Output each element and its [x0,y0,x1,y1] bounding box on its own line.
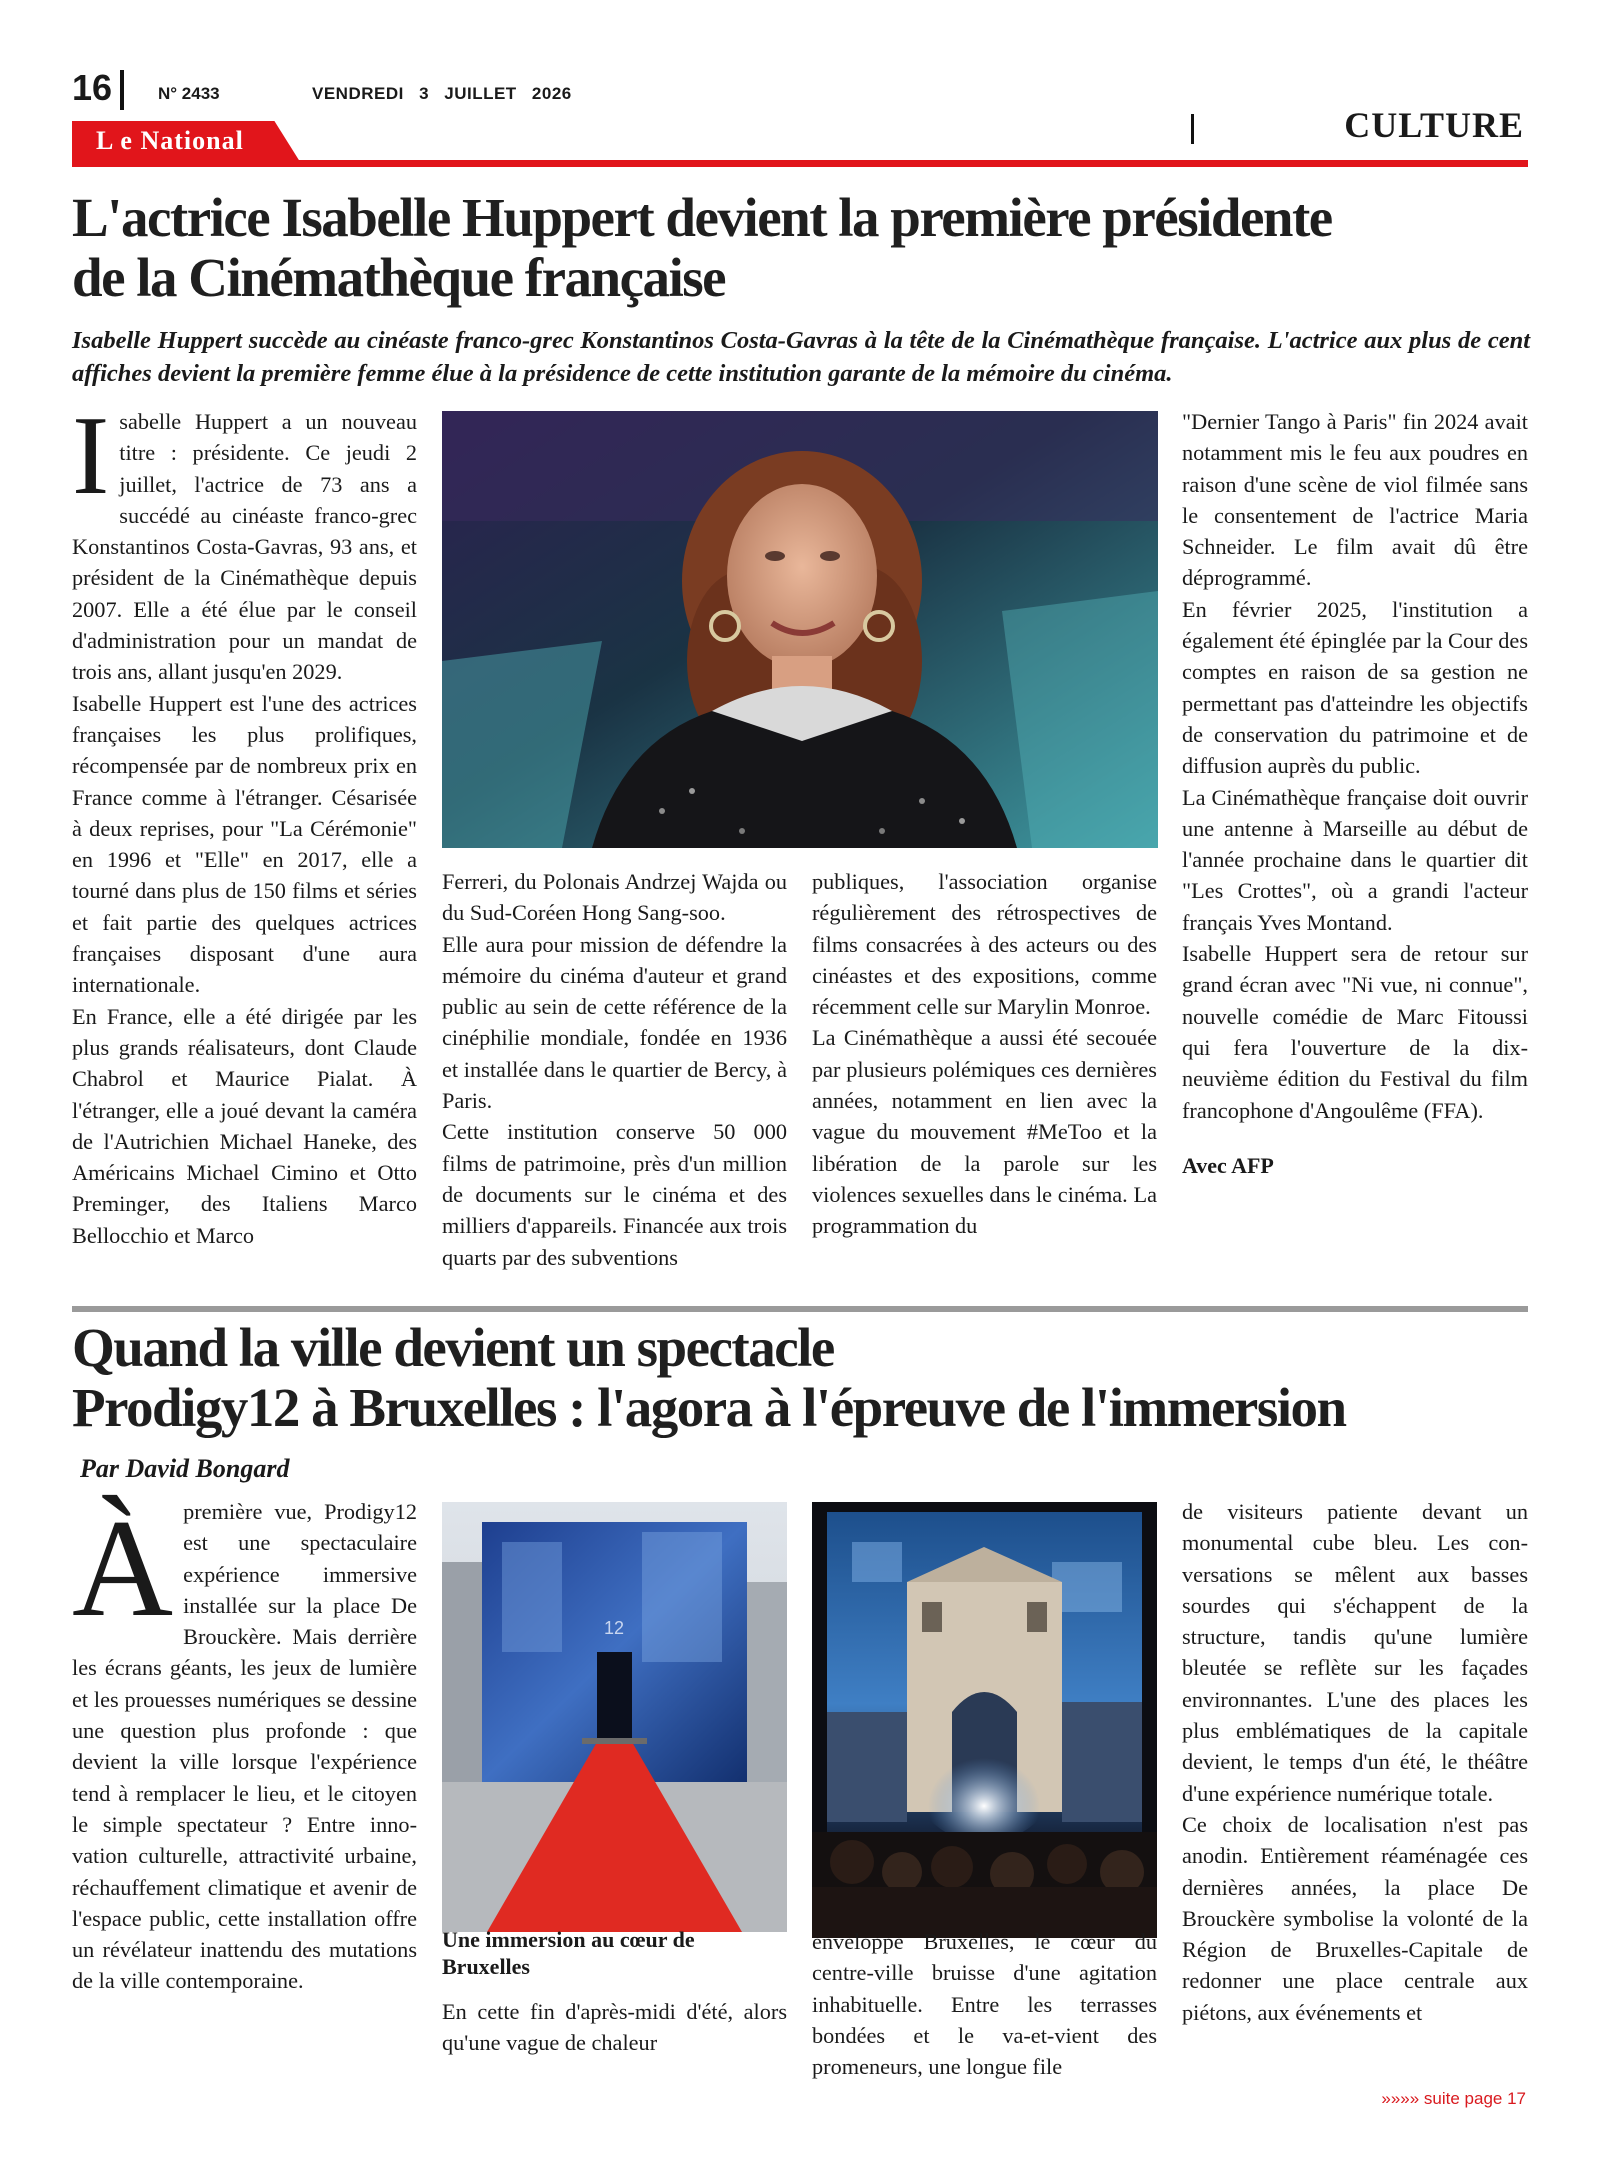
cube-sign: 12 [603,1618,625,1638]
header-rule [72,160,1528,167]
article2-paragraph: de visiteurs patiente devant un monumental cube bleu. Les conversations se mêlent aux basses sourdes qui s'échappent de la structure, tandis qu'une lumière bleutée se reflète sur les façades environnantes. L'une des places les plus emblématiques de la capitale devient, le temps d'un été, le théâtre d'une expérience numérique totale. [1182,1499,1528,1806]
article-separator [72,1306,1528,1312]
article2-column-1 [72,1491,417,1997]
article2-column-3 [812,1926,1157,2082]
projection-show-photo [812,1502,1157,1938]
issue-date: VENDREDI 3 JUILLET 2026 [312,84,572,103]
article1-paragraph: Cette institution conserve 50 000 films de patrimoine, près d'un million de documents sur le cinéma et des milliers d'appareils. Financée aux trois quarts par des subventions [442,1119,787,1270]
article1-paragraph: sabelle Huppert a un nouveau titre : présidente. Ce jeudi 2 juillet, l'actrice de 73 ans a succédé au cinéaste franco-grec Konstantinos Costa-Gavras, 93 ans, et président de la Cinémathèque depuis 2007. Elle a été élue par le conseil d'administration pour un mandat de trois ans, allant jusqu'en 2029. [72,409,417,685]
article1-headline-line1: L'actrice Isabelle Huppert devient la première présidente [72,187,1332,248]
article1-column-3 [812,866,1157,1242]
article2-byline: Par David Bongard [80,1454,290,1483]
article2-column-2 [442,1996,787,2059]
page-number-divider [120,70,124,110]
article1-paragraph: Elle aura pour mission de défendre la mémoire du cinéma d'auteur et grand public au sein de cette référence de la cinéphilie mondiale, fondée en 1936 et installée dans le quartier de Bercy, à Paris. [442,931,787,1114]
blue-cube-photo [442,1502,787,1932]
article2-dropcap: À [72,1491,174,1646]
article2-column-4 [1182,1496,1528,2028]
article1-paragraph: En France, elle a été dirigée par les plus grands réalisateurs, dont Claude Chabrol et Maurice Pialat. À l'étranger, elle a joué devant la caméra de l'Autrichien Michael Haneke, des Américains Michael Cimino et Otto Preminger, des Italiens Marco Bellocchio et Marco [72,1003,417,1248]
article1-paragraph: "Dernier Tango à Paris" fin 2024 avait notamment mis le feu aux poudres en raison d'une scène de viol filmée sans le consentement de l'actrice Maria Schneider. Le film avait dû être déprogrammé. [1182,409,1528,591]
article1-paragraph: La Cinémathèque a aussi été secouée par plusieurs polémiques ces dernières années, notamment en lien avec la vague du mouvement #MeToo et la libération de la parole sur les violences sexuelles dans le cinéma. La programmation du [812,1025,1157,1239]
section-title: CULTURE [1344,105,1524,145]
continued-page-link[interactable]: »»»» suite page 17 [1381,2089,1526,2108]
article1-paragraph: En février 2025, l'institution a également été épinglée par la Cour des comptes en raison de sa gestion ne permettant pas d'atteindre les objectifs de conservation du patrimoine et de diffusion auprès du public. [1182,596,1528,779]
article1-paragraph: Ferreri, du Polonais Andrzej Wajda ou du Sud-Coréen Hong Sang-soo. [442,869,787,926]
article2-headline-line2: Prodigy12 à Bruxelles : l'agora à l'épreuve de l'immersion [72,1377,1346,1438]
article1-headline [72,188,1542,308]
photo-caption: Une immersion au cœur de Bruxelles [442,1927,695,1979]
article1-paragraph: publiques, l'association organise régulièrement des rétrospectives de films consacrées à des acteurs ou des cinéastes et des expositions, comme récemment celle sur Marylin Monroe. [812,869,1157,1020]
article2-headline [72,1318,1542,1438]
article1-lede: Isabelle Huppert succède au cinéaste franco-grec Konstantinos Costa-Gavras à la tête de la Cinémathèque française. L'actrice aux plus de cent affiches devient la première femme élue à la présidence de cette institution garante de la mémoire du cinéma. [72,327,1530,387]
page-number: 16 [72,67,113,108]
article2-paragraph: En cette fin d'après-midi d'été, alors qu'une vague de chaleur [442,1999,787,2056]
article1-paragraph: La Cinémathèque française doit ouvrir une antenne à Marseille au début de l'année prochaine dans le quartier dit "Les Crottes", où a grandi l'acteur français Yves Montand. [1182,784,1528,935]
issue-number: N° 2433 [158,84,220,103]
article1-column-4 [1182,406,1528,1181]
article2-paragraph: première vue, Prodigy12 est une spectaculaire expérience immersive installée sur la place De Brouckère. Mais derrière les écrans géants, les jeux de lumière et les prouesses numériques se dessine une question plus profonde : que devient la ville lorsque l'expérience tend à remplacer le lieu, et le citoyen le simple spectateur ? Entre innovation culturelle, attractivité urbaine, réchauffement climatique et avenir de l'espace public, cette installation offre un révélateur inattendu des mutations de la ville contemporaine. [72,1499,417,1994]
article2-paragraph: enveloppe Bruxelles, le cœur du centre-ville bruisse d'une agitation inhabituelle. Entre les terrasses bondées et le va-et-vient des promeneurs, une longue file [812,1929,1157,2080]
article1-paragraph: Isabelle Huppert sera de retour sur grand écran avec "Ni vue, ni connue", nouvelle comédie de Marc Fitoussi qui fera l'ouverture de la dix-neuvième édition du Festival du film francophone d'Angoulême (FFA). [1182,941,1528,1123]
article1-signoff: Avec AFP [1182,1152,1274,1178]
article1-paragraph: Isabelle Huppert est l'une des actrices françaises les plus prolifiques, récompensée par de nombreux prix en France comme à l'étranger. Césarisée à deux reprises, pour "La Cérémonie" en 1996 et "Elle" en 2017, elle a tourné dans plus de 150 films et séries et fait partie des quelques actrices françaises disposant d'une aura internationale. [72,690,417,998]
section-divider [1191,114,1194,144]
article1-column-2 [442,866,787,1273]
huppert-photo [442,411,1158,848]
article2-headline-line1: Quand la ville devient un spectacle [72,1317,834,1378]
brand-name: L e National [96,126,244,155]
article1-dropcap: I [72,394,110,518]
article1-column-1 [72,394,417,1251]
article2-paragraph: Ce choix de localisation n'est pas anodin. Entièrement réaménagée ces dernières années, la place De Brouckère symbolise la volonté de la Région de Bruxelles-Capitale de redonner une place centrale aux piétons, aux événements et [1182,1811,1528,2025]
article1-headline-line2: de la Cinémathèque française [72,247,726,308]
